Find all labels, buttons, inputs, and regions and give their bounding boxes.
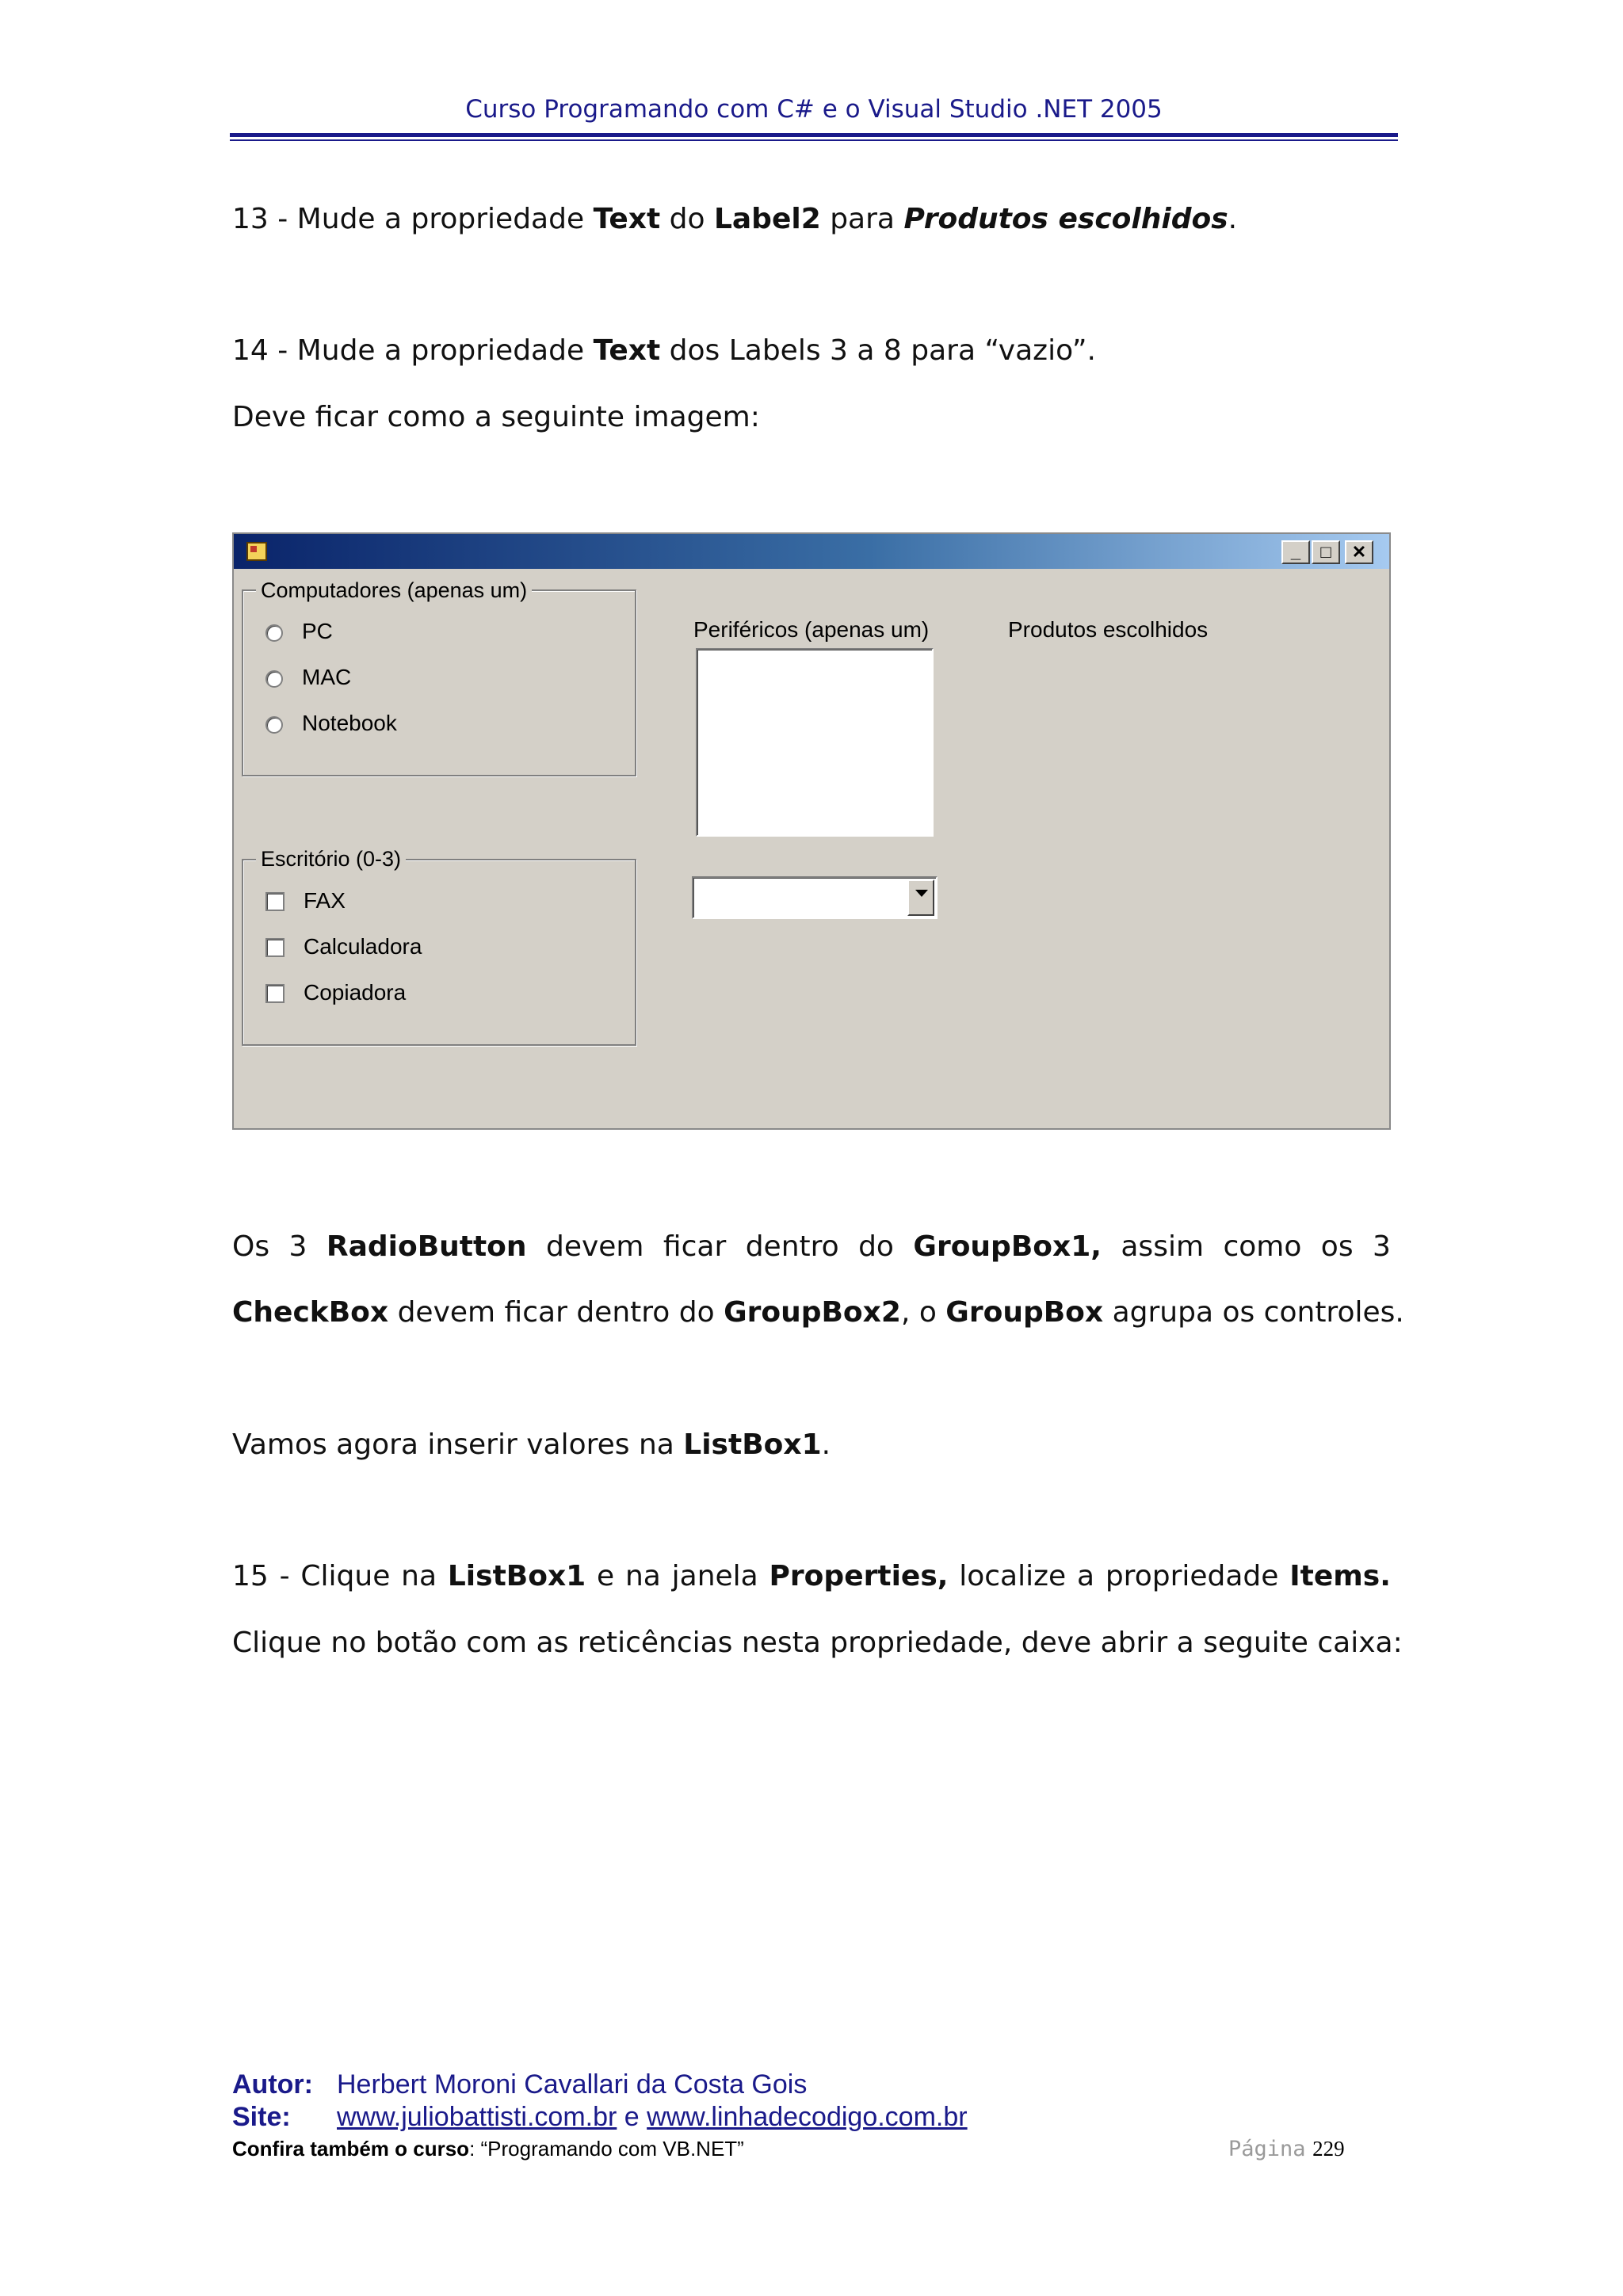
word: devem — [545, 1230, 644, 1263]
word: do — [858, 1230, 894, 1263]
step-13-end: . — [1228, 203, 1238, 235]
step-14-paragraph — [232, 334, 1391, 368]
checkbox-fax[interactable] — [265, 892, 285, 911]
footer-autor — [232, 2069, 808, 2100]
word-bold: Properties, — [769, 1560, 949, 1592]
radio-notebook-label: Notebook — [302, 711, 397, 735]
footer-site — [232, 2102, 968, 2133]
word: os — [1320, 1230, 1354, 1263]
groupbox-paragraph-line2 — [232, 1295, 1404, 1330]
footer-site-sep: e — [617, 2102, 647, 2132]
perifericos-combobox[interactable] — [692, 876, 938, 919]
word: janela — [671, 1560, 758, 1592]
footer-site-label: Site: — [232, 2102, 291, 2132]
footer-confira — [232, 2137, 744, 2161]
minimize-icon: _ — [1290, 542, 1301, 562]
step-14-prefix: 14 - Mude a propriedade — [232, 334, 594, 367]
chevron-down-icon[interactable] — [907, 879, 934, 916]
word: Clique — [300, 1560, 391, 1592]
footer-autor-name: Herbert Moroni Cavallari da Costa Gois — [337, 2069, 808, 2100]
step-14-prop: Text — [593, 334, 661, 367]
page-number — [1228, 2137, 1345, 2161]
word-bold: Items. — [1289, 1560, 1391, 1592]
footer-autor-label: Autor: — [232, 2069, 313, 2100]
page-word: Página — [1228, 2137, 1306, 2161]
word: ficar — [663, 1230, 727, 1263]
text: agrupa os controles. — [1103, 1296, 1404, 1329]
word-bold: ListBox1 — [683, 1428, 822, 1461]
checkbox-calculadora[interactable] — [265, 938, 285, 957]
word-bold: CheckBox — [232, 1296, 389, 1329]
checkbox-copiadora[interactable] — [265, 984, 285, 1003]
word-bold: GroupBox1, — [913, 1230, 1102, 1263]
radio-notebook[interactable] — [265, 716, 283, 734]
perifericos-listbox[interactable] — [696, 648, 934, 837]
step-13-mid: do — [660, 203, 714, 235]
page-number-value: 229 — [1312, 2137, 1345, 2161]
perifericos-label: Periféricos (apenas um) — [693, 617, 930, 642]
word-bold: GroupBox — [945, 1296, 1104, 1329]
groupbox-escritorio-title: Escritório (0-3) — [256, 847, 406, 871]
produtos-escolhidos-label: Produtos escolhidos — [1008, 617, 1209, 642]
header-rule-thin — [230, 139, 1398, 141]
word: propriedade — [1105, 1560, 1279, 1592]
word: dentro — [745, 1230, 839, 1263]
maximize-button[interactable] — [1312, 540, 1340, 564]
radio-pc[interactable] — [265, 624, 283, 642]
text: . — [821, 1428, 831, 1461]
groupbox-computadores — [242, 589, 636, 776]
step-14-rest: dos Labels 3 a 8 para “vazio”. — [660, 334, 1096, 367]
word: 3 — [288, 1230, 307, 1263]
footer-confira-rest: : “Programando com VB.NET” — [469, 2137, 744, 2161]
step-15-line1 — [232, 1559, 1391, 1594]
word: Os — [232, 1230, 270, 1263]
text: devem ficar dentro do — [388, 1296, 724, 1329]
word: na — [624, 1560, 661, 1592]
word-bold: GroupBox2 — [724, 1296, 901, 1329]
word: a — [1076, 1560, 1095, 1592]
step-13-paragraph — [232, 202, 1391, 237]
minimize-button[interactable] — [1281, 540, 1310, 564]
word: como — [1223, 1230, 1302, 1263]
text: , o — [900, 1296, 946, 1329]
step-13-mid2: para — [820, 203, 904, 235]
word: assim — [1121, 1230, 1205, 1263]
maximize-icon: □ — [1320, 542, 1331, 562]
text: Vamos agora inserir valores na — [232, 1428, 684, 1461]
word: 15 — [232, 1560, 269, 1592]
step-13-prop: Text — [593, 203, 661, 235]
window-titlebar — [234, 534, 1389, 569]
listbox-paragraph — [232, 1428, 1391, 1463]
header-rule — [230, 133, 1398, 137]
checkbox-calculadora-label: Calculadora — [304, 934, 422, 959]
step-13-prefix: 13 - Mude a propriedade — [232, 203, 594, 235]
close-button[interactable] — [1345, 540, 1373, 564]
checkbox-copiadora-label: Copiadora — [304, 980, 407, 1005]
footer-site-link-2[interactable]: www.linhadecodigo.com.br — [647, 2102, 968, 2132]
footer-site-link-1[interactable]: www.juliobattisti.com.br — [337, 2102, 617, 2132]
close-icon: ✕ — [1351, 542, 1367, 562]
word: localize — [959, 1560, 1067, 1592]
radio-mac-label: MAC — [302, 665, 352, 689]
checkbox-fax-label: FAX — [304, 888, 346, 913]
footer-confira-bold: Confira também o curso — [232, 2137, 470, 2161]
step-15-line2: Clique no botão com as reticências nesta propriedade, deve abrir a seguite caixa: — [232, 1627, 1403, 1659]
groupbox-escritorio — [242, 859, 636, 1046]
groupbox-computadores-title: Computadores (apenas um) — [256, 578, 532, 602]
radio-pc-label: PC — [302, 619, 333, 643]
step-13-value: Produtos escolhidos — [903, 203, 1228, 235]
app-icon — [246, 542, 267, 561]
word: 3 — [1373, 1230, 1391, 1263]
image-intro-text: Deve ficar como a seguinte imagem: — [232, 401, 760, 433]
word: - — [279, 1560, 290, 1592]
step-13-control: Label2 — [713, 203, 821, 235]
radio-mac[interactable] — [265, 670, 283, 688]
form-screenshot — [232, 532, 1391, 1130]
word-bold: RadioButton — [326, 1230, 527, 1263]
word: e — [597, 1560, 615, 1592]
page-header-title: Curso Programando com C# e o Visual Studio .NET 2005 — [465, 95, 1163, 124]
groupbox-paragraph-line1 — [232, 1230, 1391, 1264]
word-bold: ListBox1 — [447, 1560, 586, 1592]
word: na — [401, 1560, 437, 1592]
